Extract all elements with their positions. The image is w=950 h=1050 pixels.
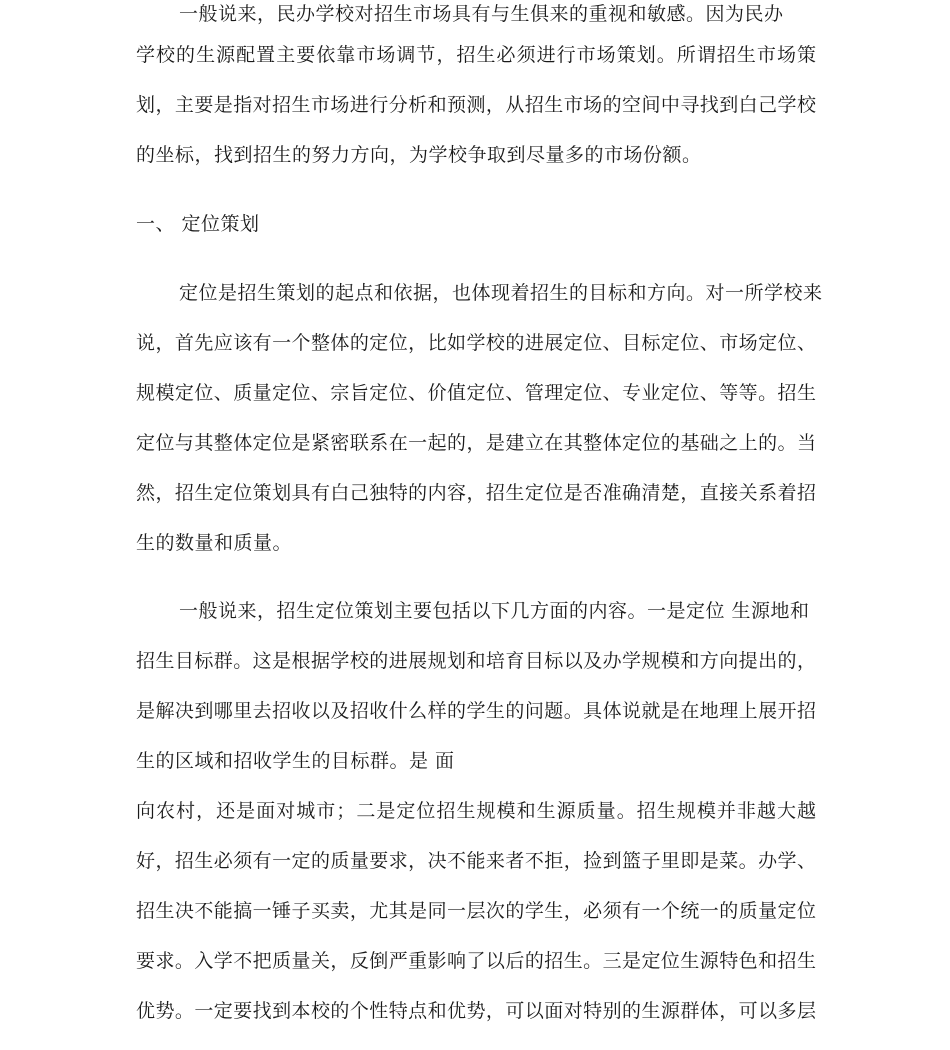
para2-line-5: 向农村，还是面对城市；二是定位招生规模和生源质量。招生规模并非越大越 [136, 800, 816, 822]
para2-line-1: 一般说来，招生定位策划主要包括以下几方面的内容。一是定位 生源地和 [179, 600, 810, 622]
intro-line-2: 学校的生源配置主要依靠市场调节，招生必须进行市场策划。所谓招生市场策 [136, 44, 816, 66]
para1-line-1: 定位是招生策划的起点和依据，也体现着招生的目标和方向。对一所学校来 [179, 282, 823, 304]
intro-line-3: 划，主要是指对招生市场进行分析和预测，从招生市场的空间中寻找到白己学校 [136, 94, 816, 116]
para1-line-5: 然，招生定位策划具有白己独特的内容，招生定位是否准确清楚，直接关系着招 [136, 482, 816, 504]
para1-line-4: 定位与其整体定位是紧密联系在一起的，是建立在其整体定位的基础之上的。当 [136, 432, 816, 454]
para2-line-8: 要求。入学不把质量关，反倒严重影响了以后的招生。三是定位生源特色和招生 [136, 950, 816, 972]
para2-line-4: 生的区域和招收学生的目标群。是 面 [136, 750, 455, 772]
para2-line-2: 招生目标群。这是根据学校的进展规划和培育目标以及办学规模和方向提出的， [136, 650, 816, 672]
para2-line-6: 好，招生必须有一定的质量要求，决不能来者不拒，捡到篮子里即是菜。办学、 [136, 850, 816, 872]
section-heading: 一、 定位策划 [136, 213, 260, 235]
para1-line-6: 生的数量和质量。 [136, 532, 293, 554]
intro-line-4: 的坐标，找到招生的努力方向，为学校争取到尽量多的市场份额。 [136, 144, 702, 166]
intro-line-1: 一般说来，民办学校对招生市场具有与生俱来的重视和敏感。因为民办 [179, 3, 784, 25]
para1-line-3: 规模定位、质量定位、宗旨定位、价值定位、管理定位、专业定位、等等。招生 [136, 382, 816, 404]
para1-line-2: 说，首先应该有一个整体的定位，比如学校的进展定位、目标定位、市场定位、 [136, 332, 816, 354]
para2-line-3: 是解决到哪里去招收以及招收什么样的学生的问题。具体说就是在地理上展开招 [136, 700, 816, 722]
para2-line-7: 招生决不能搞一锤子买卖，尤其是同一层次的学生，必须有一个统一的质量定位 [136, 900, 816, 922]
para2-line-9: 优势。一定要找到本校的个性特点和优势，可以面对特别的生源群体，可以多层 [136, 1000, 816, 1022]
